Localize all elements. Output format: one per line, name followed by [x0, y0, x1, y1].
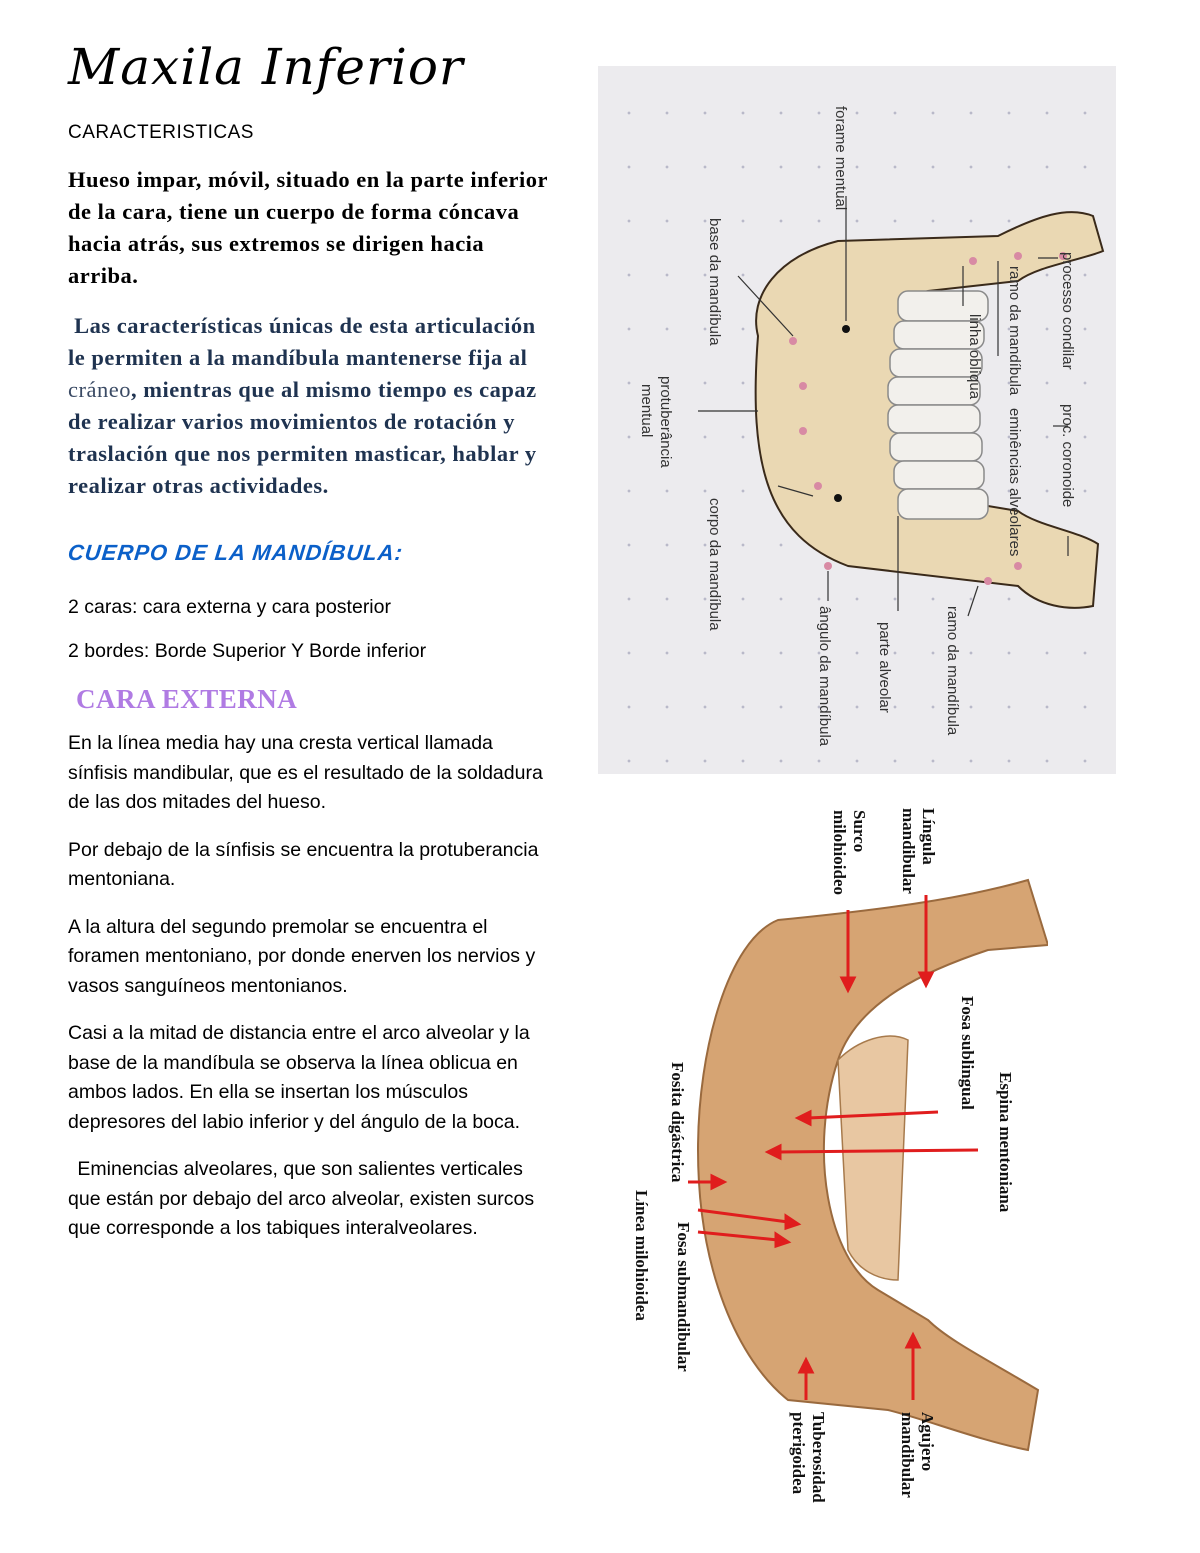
label-eminencias-alveolares: eminências alveolares	[1006, 408, 1023, 557]
label-surco: Surco	[850, 810, 869, 853]
bordes-line: 2 bordes: Borde Superior Y Borde inferior	[68, 640, 427, 662]
label-protuberancia: protuberância	[657, 376, 674, 468]
cuerpo-heading: CUERPO DE LA MANDÍBULA:	[66, 540, 405, 565]
page-title: Maxila Inferior	[68, 38, 464, 96]
intro-text-b: , mientras que al mismo tiempo es capaz de realizar varios movimientos de rotación y traslación que nos permiten masticar, hablar y realizar otras actividades.	[68, 377, 537, 498]
mandible-illustration-1	[598, 66, 1116, 774]
label-agujero: Agujero	[918, 1412, 937, 1472]
mandible-illustration-2	[628, 800, 1048, 1510]
label-ramo-mandibula-2: ramo da mandíbula	[944, 606, 961, 736]
cara-externa-paragraph: Por debajo de la sínfisis se encuentra la protuberancia mentoniana.	[68, 838, 539, 890]
label-forame-mentual: forame mentual	[832, 106, 849, 211]
intro-text-a: Las características únicas de esta articulación le permiten a la mandíbula mantenerse fija al	[68, 313, 536, 370]
section-subtitle: CARACTERISTICAS	[68, 122, 254, 143]
intro-paragraph-2	[68, 310, 548, 502]
eminencias-text: Eminencias alveolares, que son salientes verticales que están por debajo del arco alveolar, existen surcos que corresponde a los tabiques interalveolares.	[68, 1158, 535, 1239]
cara-externa-heading: CARA EXTERNA	[76, 684, 298, 714]
label-ramo-mandibula-1: ramo da mandíbula	[1006, 266, 1023, 396]
label-base-mandibula: base da mandíbula	[706, 218, 723, 346]
craneo-link[interactable]: cráneo	[68, 377, 131, 402]
label-parte-alveolar: parte alveolar	[876, 622, 893, 713]
intro-paragraph-1: Hueso impar, móvil, situado en la parte inferior de la cara, tiene un cuerpo de forma cóncava hacia atrás, sus extremos se dirigen hacia arriba.	[68, 167, 548, 288]
text-column	[68, 34, 548, 1244]
label-processo-condilar: processo condilar	[1059, 252, 1076, 370]
label-espina-mentoniana: Espina mentoniana	[996, 1072, 1015, 1213]
label-corpo-mandibula: corpo da mandíbula	[706, 498, 723, 631]
label-agujero-2: mandibular	[898, 1412, 917, 1498]
cara-externa-paragraph: A la altura del segundo premolar se encuentra el foramen mentoniano, por donde enerven los nervios y vasos sanguíneos mentonianos.	[68, 915, 536, 997]
label-linea-milohioidea: Línea milohioidea	[632, 1190, 651, 1321]
label-mentual: mentual	[638, 384, 655, 438]
label-fosa-submandibular: Fosa submandibular	[674, 1222, 693, 1372]
caras-line: 2 caras: cara externa y cara posterior	[68, 596, 391, 618]
mandible-diagram-2	[628, 800, 1048, 1510]
cara-externa-paragraph	[68, 1155, 548, 1244]
label-surco-2: milohioideo	[830, 810, 849, 896]
label-proc-coronoide: proc. coronoide	[1059, 404, 1076, 508]
teeth-region	[838, 1036, 908, 1280]
foramen-dot	[834, 494, 842, 502]
label-linha-obliqua: linha oblíqua	[966, 314, 983, 400]
label-fosita-digastrica: Fosita digástrica	[668, 1062, 687, 1183]
cara-externa-paragraph: En la línea media hay una cresta vertical llamada sínfisis mandibular, que es el resultado de la soldadura de las dos mitades del hueso.	[68, 732, 543, 813]
label-fosa-sublingual: Fosa sublingual	[958, 996, 977, 1110]
label-lingula: Língula	[919, 808, 938, 865]
label-angulo-mandibula: ângulo da mandíbula	[816, 606, 833, 747]
foramen-dot	[842, 325, 850, 333]
label-tuberosidad: Tuberosidad	[809, 1412, 828, 1503]
cara-externa-paragraph: Casi a la mitad de distancia entre el arco alveolar y la base de la mandíbula se observa la línea oblicua en ambos lados. En ella se insertan los músculos depresores del labio inferior y del ángulo de la boca.	[68, 1022, 530, 1133]
mandible-diagram-1	[598, 66, 1116, 774]
label-tuberosidad-2: pterigoidea	[789, 1412, 808, 1495]
label-lingula-2: mandibular	[899, 808, 918, 894]
